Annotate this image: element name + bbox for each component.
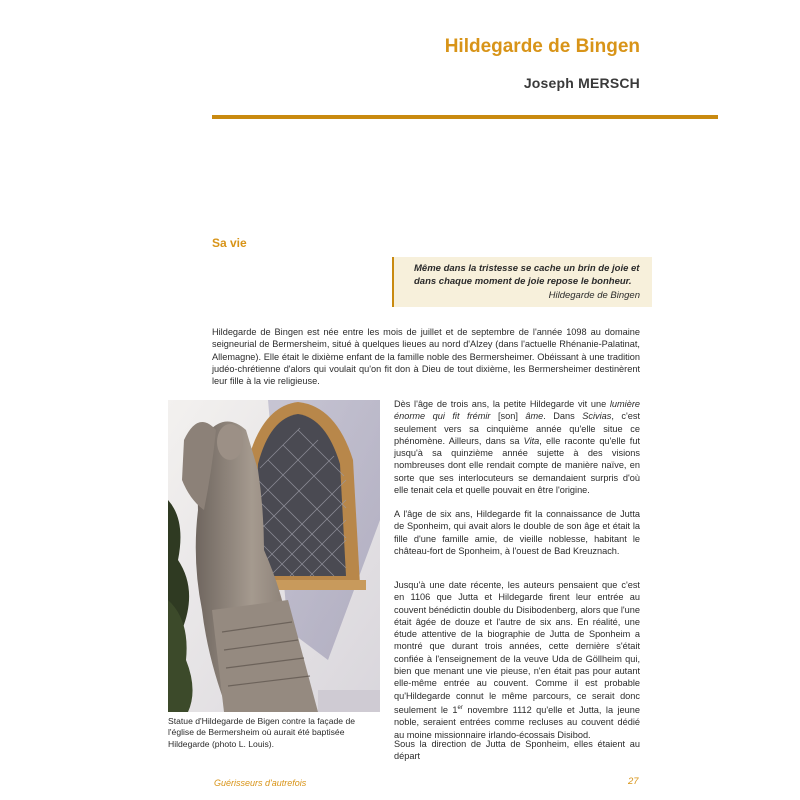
quote-text: Même dans la tristesse se cache un brin de joie et dans chaque moment de joie repose le bonheur. [414, 263, 640, 287]
article-title: Hildegarde de Bingen [444, 36, 640, 57]
footer-publication: Guérisseurs d'autrefois [214, 778, 307, 788]
quote-source: Hildegarde de Bingen [548, 290, 640, 301]
statue-photo [168, 400, 380, 712]
paragraph-childhood: Dès l'âge de trois ans, la petite Hildegarde vit une lumière énorme qui fit frémir [son] âme. Dans Scivias, c'est seulement vers sa cinquième année qu'elle situe ce phénomène. Ailleurs, dans sa Vita, elle raconte qu'elle fut jusqu'à sa quinzième année sujette à des visions nombreuses dont elle rendait compte de manière naïve, en sorte que ses interlocuteurs se demandaient surpris d'où elle tenait cela et quelle pouvait en être l'origine. [394, 399, 640, 496]
paragraph-jutta: A l'âge de six ans, Hildegarde fit la connaissance de Jutta de Sponheim, qui avait alors le double de son âge et était la fille d'une famille amie, de vieille noblesse, habitant le château-fort de Sponheim, à l'ouest de Bad Kreuznach. [394, 509, 640, 556]
page-number: 27 [628, 776, 639, 787]
statue-photo-image [168, 400, 380, 712]
photo-caption: Statue d'Hildegarde de Bigen contre la façade de l'église de Bermersheim où aurait été baptisée Hildegarde (photo L. Louis). [168, 716, 356, 749]
paragraph-convent: Jusqu'à une date récente, les auteurs pensaient que c'est en 1106 que Jutta et Hildegarde firent leur entrée au couvent bénédictin double du Disibodenberg, alors que l'une était âgée de douze et l'autre de six ans. En réalité, une étude attentive de la biographie de Jutta de Sponheim a montré que durant trois années, cette dernière s'était confiée à l'enseignement de la veuve Uda de Göllheim qui, bien que menant une vie pieuse, n'en était pas pour autant elle-même entrée au couvent. Comme il est probable qu'Hildegarde connut le même parcours, ce serait donc seulement le 1er novembre 1112 qu'elle et Jutta, la jeune noble, seraient entrées comme recluses au couvent dédié au moine missionnaire irlando-écossais Disibod. [394, 580, 640, 740]
paragraph-direction: Sous la direction de Jutta de Sponheim, elles étaient au départ [394, 739, 640, 762]
section-heading: Sa vie [212, 236, 247, 250]
header-rule [212, 115, 718, 119]
article-author: Joseph MERSCH [523, 75, 640, 91]
paragraph-intro: Hildegarde de Bingen est née entre les mois de juillet et de septembre de l'année 1098 au domaine seigneurial de Bermersheim, situé à quelques lieues au nord d'Alzey (dans l'actuelle Rhénanie-Palatinat, Allemagne). Elle était le dixième enfant de la famille noble des Bermersheimer. Obéissant à une tradition judéo-chrétienne d'alors qui voulait qu'on fit don à Dieu de tout dixième, les Bermersheimer destinèrent leur fille à la vie religieuse. [212, 327, 640, 387]
